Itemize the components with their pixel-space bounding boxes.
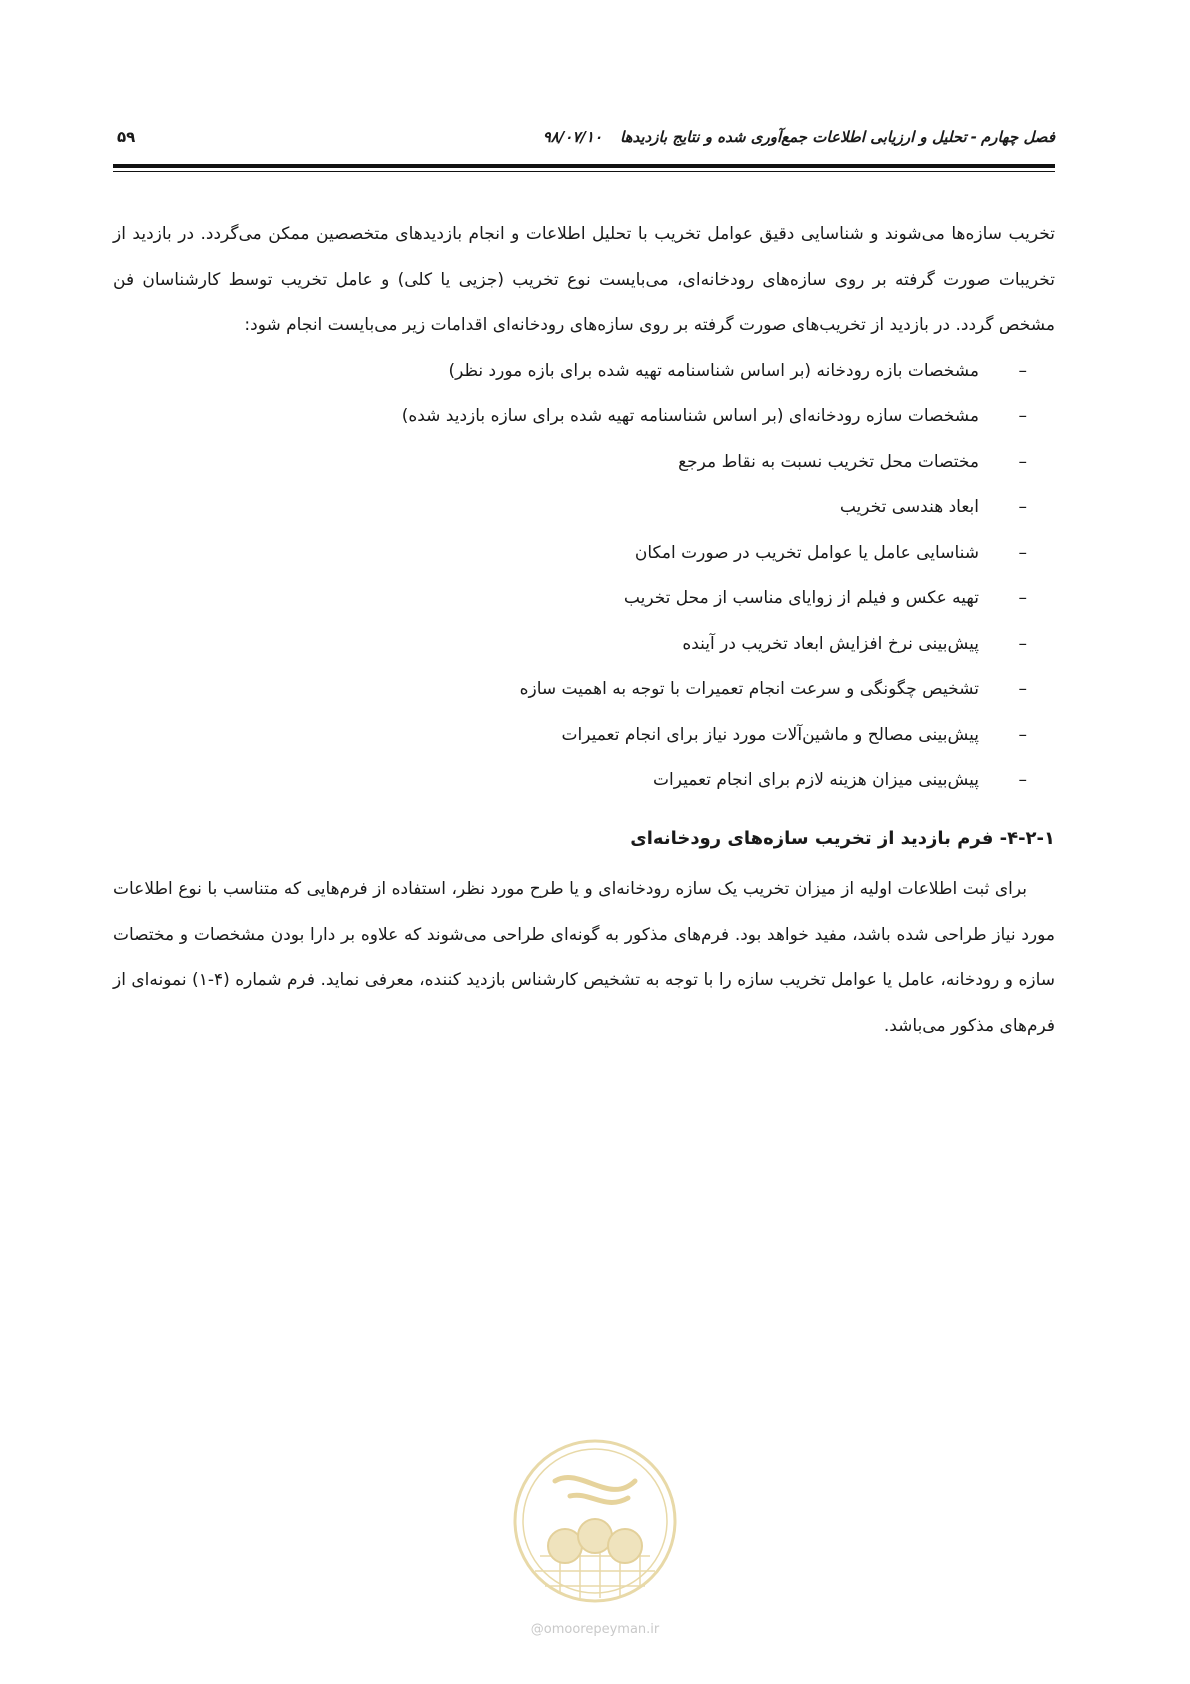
bullet-dash: –: [1018, 542, 1027, 563]
watermark-logo: [510, 1436, 680, 1606]
page-header: [113, 128, 1055, 158]
bullet-dash: –: [1018, 360, 1027, 381]
chapter-title: تحلیل و ارزیابی اطلاعات جمع‌آوری شده و نتایج بازدیدها: [620, 128, 967, 146]
list-item-text: تشخیص چگونگی و سرعت انجام تعمیرات با توجه به اهمیت سازه: [519, 679, 979, 699]
header-date: ۹۸/۰۷/۱۰: [542, 128, 602, 146]
bullet-dash: –: [1018, 724, 1027, 745]
list-item: [113, 758, 1027, 804]
list-item-text: پیش‌بینی میزان هزینه لازم برای انجام تعمیرات: [653, 770, 979, 790]
list-item-text: تهیه عکس و فیلم از زوایای مناسب از محل تخریب: [623, 588, 979, 608]
list-item: [113, 394, 1027, 440]
list-item-text: مختصات محل تخریب نسبت به نقاط مرجع: [678, 451, 979, 472]
list-item: [113, 576, 1027, 622]
bullet-dash: –: [1018, 451, 1027, 472]
list-item: [113, 349, 1027, 395]
bullet-dash: –: [1018, 406, 1027, 426]
bullet-dash: –: [1018, 679, 1027, 699]
list-item: [113, 440, 1027, 486]
page-number: ۵۹: [117, 128, 136, 146]
page-body: [113, 212, 1055, 1049]
header-rule-thick: [113, 164, 1055, 168]
list-item-text: مشخصات بازه رودخانه (بر اساس شناسنامه تهیه شده برای بازه مورد نظر): [448, 360, 979, 381]
title-separator: -: [970, 128, 977, 146]
list-item-text: ابعاد هندسی تخریب: [839, 497, 979, 517]
chapter-label: فصل چهارم: [980, 128, 1055, 146]
list-item: [113, 667, 1027, 713]
list-item: [113, 713, 1027, 759]
running-title: [543, 128, 1055, 146]
list-item-text: پیش‌بینی مصالح و ماشین‌آلات مورد نیاز برای انجام تعمیرات: [561, 724, 979, 745]
list-item-text: مشخصات سازه رودخانه‌ای (بر اساس شناسنامه تهیه شده برای سازه بازدید شده): [401, 406, 979, 426]
list-item: [113, 531, 1027, 577]
list-item: [113, 485, 1027, 531]
list-item-text: پیش‌بینی نرخ افزایش ابعاد تخریب در آینده: [682, 633, 979, 654]
bullet-dash: –: [1018, 633, 1027, 654]
section-heading: ۴-۲-۱- فرم بازدید از تخریب سازه‌های رودخانه‌ای: [630, 827, 1055, 849]
section-paragraph: برای ثبت اطلاعات اولیه از میزان تخریب یک سازه رودخانه‌ای و یا طرح مورد نظر، استفاده از فرم‌هایی که متناسب با نوع اطلاعات مورد نیاز طراحی شده باشد، مفید خواهد بود. فرم‌های مذکور به گونه‌ای طراحی می‌شوند که علاوه بر دارا بودن مشخصات و مختصات سازه و رودخانه، عامل یا عوامل تخریب سازه را با توجه به تشخیص کارشناس بازدید کننده، معرفی نماید. فرم شماره (۴-۱) نمونه‌ای از فرم‌های مذکور می‌باشد.: [113, 879, 1056, 1036]
list-item: [113, 622, 1027, 668]
intro-paragraph: تخریب سازه‌ها می‌شوند و شناسایی دقیق عوامل تخریب با تحلیل اطلاعات و انجام بازدیدهای متخصصین ممکن می‌گردد. در بازدید از تخریبات صورت گرفته بر روی سازه‌های رودخانه‌ای، می‌بایست نوع تخریب (جزیی یا کلی) و عامل تخریب توسط کارشناسان فن مشخص گردد. در بازدید از تخریب‌های صورت گرفته بر روی سازه‌های رودخانه‌ای اقدامات زیر می‌بایست انجام شود:: [113, 224, 1055, 335]
list-item-text: شناسایی عامل یا عوامل تخریب در صورت امکان: [634, 542, 979, 563]
watermark-url: @omoorepeyman.ir: [530, 1622, 660, 1637]
bullet-dash: –: [1018, 770, 1027, 790]
bullet-dash: –: [1018, 588, 1027, 608]
header-rule-thin: [113, 171, 1055, 172]
bullet-dash: –: [1018, 497, 1027, 517]
action-list: [113, 349, 1055, 804]
